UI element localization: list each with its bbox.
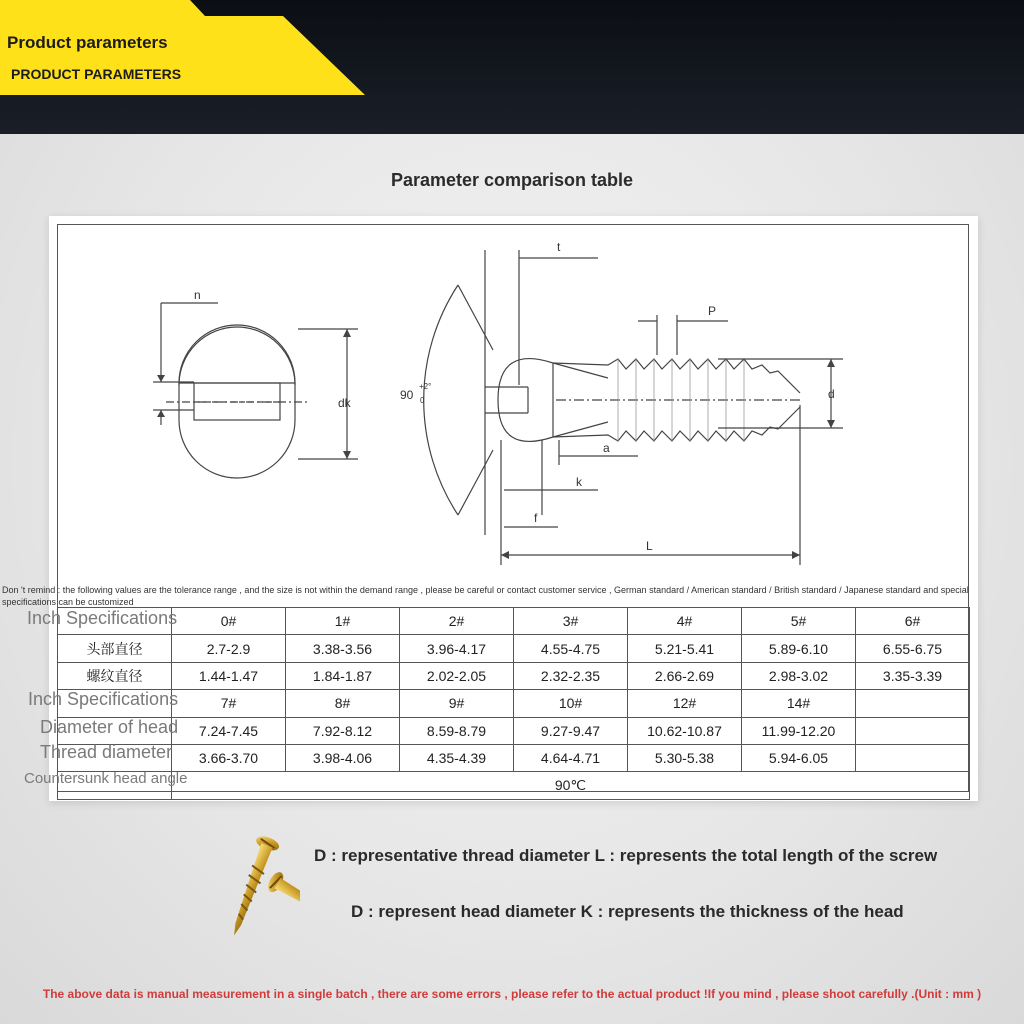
table-cell: 5.30-5.38 xyxy=(628,744,742,771)
label-angle: 90 xyxy=(400,388,414,402)
label-P: P xyxy=(708,304,717,318)
table-cell: 8# xyxy=(286,690,400,717)
legend-line-1: D : representative thread diameter L : represents the total length of the screw xyxy=(314,846,938,865)
table-cell: 3.96-4.17 xyxy=(400,635,514,662)
table-cell: 11.99-12.20 xyxy=(742,717,856,744)
table-cell: 8.59-8.79 xyxy=(400,717,514,744)
table-cell xyxy=(856,717,970,744)
table-cell: 6.55-6.75 xyxy=(856,635,970,662)
table-cell: 9.27-9.47 xyxy=(514,717,628,744)
label-countersunk-head-angle: Countersunk head angle xyxy=(24,770,188,787)
table-cell xyxy=(856,744,970,771)
table-row xyxy=(58,608,970,635)
screw-technical-drawing xyxy=(58,225,968,581)
table-cell: 2# xyxy=(400,608,514,635)
header-title: Product parameters xyxy=(7,33,168,52)
header-subtitle: PRODUCT PARAMETERS xyxy=(11,66,182,82)
legend-line-2: D : represent head diameter K : represents the thickness of the head xyxy=(351,902,904,921)
table-cell: 0# xyxy=(172,608,286,635)
table-cell: 头部直径 xyxy=(58,635,172,662)
table-cell: 7.92-8.12 xyxy=(286,717,400,744)
table-cell: 4# xyxy=(628,608,742,635)
table-cell: 10# xyxy=(514,690,628,717)
table-cell: 2.98-3.02 xyxy=(742,662,856,689)
label-a: a xyxy=(603,441,610,455)
table-cell: 14# xyxy=(742,690,856,717)
spec-table xyxy=(57,607,970,800)
label-angle-tol-lower: 0 xyxy=(420,396,425,405)
table-row xyxy=(58,662,970,689)
table-cell: 1.44-1.47 xyxy=(172,662,286,689)
table-cell: 2.02-2.05 xyxy=(400,662,514,689)
table-cell: 7.24-7.45 xyxy=(172,717,286,744)
table-cell: 3.35-3.39 xyxy=(856,662,970,689)
label-inch-specifications: Inch Specifications xyxy=(28,689,179,709)
tolerance-note: Don 't remind : the following values are the tolerance range , and the size is not within the demand range , please be careful or contact customer service , German standard / American standard / British standard / Japanese standard and special specifications can be customized xyxy=(2,585,969,607)
label-f: f xyxy=(534,511,538,525)
table-cell: 螺纹直径 xyxy=(58,662,172,689)
table-cell: 4.35-4.39 xyxy=(400,744,514,771)
table-cell: 1.84-1.87 xyxy=(286,662,400,689)
label-k: k xyxy=(576,475,582,489)
table-cell: 3.98-4.06 xyxy=(286,744,400,771)
table-cell: 4.64-4.71 xyxy=(514,744,628,771)
table-cell: 6# xyxy=(856,608,970,635)
table-cell: 90℃ xyxy=(172,772,970,799)
section-title: Parameter comparison table xyxy=(390,170,634,190)
table-row xyxy=(58,772,970,799)
label-t: t xyxy=(557,240,561,254)
table-cell: 4.55-4.75 xyxy=(514,635,628,662)
footer-disclaimer: The above data is manual measurement in a single batch , there are some errors , please refer to the actual product !If you mind , please shoot carefully .(Unit : mm ) xyxy=(42,987,982,1001)
table-row xyxy=(58,690,970,717)
label-diameter-of-head: Diameter of head xyxy=(40,717,179,737)
table-cell: 3.38-3.56 xyxy=(286,635,400,662)
label-thread-diameter: Thread diameter xyxy=(40,742,173,762)
brass-screws-image xyxy=(200,826,300,946)
table-row xyxy=(58,717,970,744)
table-cell: 7# xyxy=(172,690,286,717)
label-n: n xyxy=(194,288,201,302)
label-inch-specifications: Inch Specifications xyxy=(27,608,178,628)
table-cell: 3.66-3.70 xyxy=(172,744,286,771)
table-cell: 2.32-2.35 xyxy=(514,662,628,689)
table-row xyxy=(58,744,970,771)
table-cell: 12# xyxy=(628,690,742,717)
table-cell: 9# xyxy=(400,690,514,717)
table-cell: 5.21-5.41 xyxy=(628,635,742,662)
table-cell: 3# xyxy=(514,608,628,635)
label-dk: dk xyxy=(338,396,351,410)
table-row xyxy=(58,635,970,662)
label-d: d xyxy=(828,387,835,401)
table-cell xyxy=(856,690,970,717)
table-cell: 1# xyxy=(286,608,400,635)
table-cell: 2.66-2.69 xyxy=(628,662,742,689)
table-cell: 5.94-6.05 xyxy=(742,744,856,771)
table-cell: 2.7-2.9 xyxy=(172,635,286,662)
label-angle-tol-upper: +2° xyxy=(419,382,432,391)
table-cell: 5# xyxy=(742,608,856,635)
label-L: L xyxy=(646,539,653,553)
table-cell: 5.89-6.10 xyxy=(742,635,856,662)
table-cell: 10.62-10.87 xyxy=(628,717,742,744)
